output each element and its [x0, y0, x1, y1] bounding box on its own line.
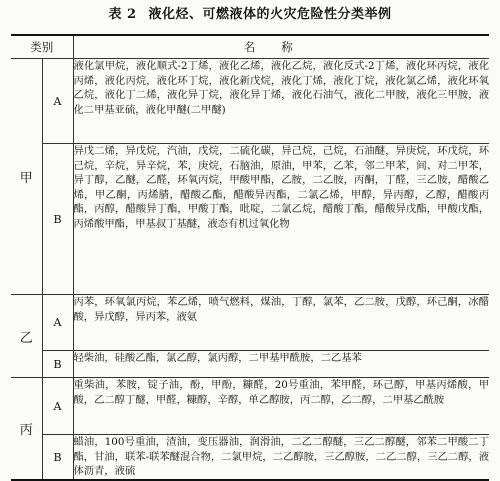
subclass-label: B: [42, 435, 73, 481]
table-title: [0, 3, 500, 22]
subclass-label: B: [42, 351, 73, 378]
substance-list: 轻柴油，硅酸乙酯，氯乙醇，氯丙醇，二甲基甲酰胺，二乙基苯: [73, 351, 489, 378]
table-row: [11, 59, 489, 144]
substance-list: 异戊二烯，异戊烷，汽油，戊烷，二硫化碳，异己烷，己烷，石油醚，异庚烷，环戊烷，环己烷，辛烷，异辛烷，苯，庚烷，石脑油，原油，甲苯，乙苯，邻二甲苯，间、对二甲苯，异丁醇，乙醚，乙醛，环氧丙烷，甲酸甲酯，乙胺，二乙胺，丙酮，丁醛，三乙胺，醋酸乙烯，甲乙酮，丙烯腈，醋酸乙酯，醋酸异丙酯，二氯乙烯，甲醇，异丙醇，乙醇，醋酸丙酯，丙醇，醋酸异丁酯，甲酸丁酯，吡啶，二氯乙烷，醋酸丁酯，醋酸异戊酯，甲酸戊酯，丙烯酸甲酯，甲基叔丁基醚，液态有机过氧化物: [73, 144, 489, 295]
table-caption: 液化烃、可燃液体的火灾危险性分类举例: [148, 7, 392, 22]
table-row: [11, 144, 489, 295]
header-category: 类别: [11, 35, 73, 59]
subclass-label: A: [42, 295, 73, 351]
subclass-label: A: [42, 378, 73, 435]
hazard-classification-table: [11, 34, 489, 481]
table-row: [11, 351, 489, 378]
class-yi-label: 乙: [11, 295, 42, 378]
substance-list: 蜡油，100号重油，渣油，变压器油，润滑油，二乙二醇醚，三乙二醇醚，邻苯二甲酸二丁酯，甘油，联苯-联苯醚混合物，二氯甲烷，二乙醇胺，三乙醇胺，二乙二醇，三乙二醇，液体沥青，液硫: [73, 435, 489, 481]
class-jia-label: 甲: [11, 59, 42, 295]
header-name: 名称: [73, 35, 489, 59]
table-row: [11, 378, 489, 435]
table-row: [11, 435, 489, 481]
class-bing-label: 丙: [11, 378, 42, 481]
table-row: [11, 295, 489, 351]
substance-list: 丙苯，环氧氯丙烷，苯乙烯，喷气燃料，煤油，丁醇，氯苯，乙二胺，戊醇，环己酮，冰醋酸，异戊醇，异丙苯，液氨: [73, 295, 489, 351]
substance-list: 液化氯甲烷，液化顺式-2丁烯，液化乙烯，液化乙烷，液化反式-2丁烯，液化环丙烷，液化丙烯，液化丙烷，液化环丁烷，液化新戊烷，液化丁烯，液化丁烷，液化氯乙烯，液化环氧乙烷，液化丁二烯，液化异丁烷，液化异丁烯，液化石油气，液化二甲胺，液化三甲胺，液化二甲基亚硫，液化甲醚(二甲醚): [73, 59, 489, 144]
table-number: 表 2: [108, 7, 137, 22]
substance-list: 重柴油，苯胺，锭子油，酚，甲酚，糠醛，20号重油，苯甲醛，环己醇，甲基丙烯酸，甲酸，乙二醇丁醚，甲醛，糠醇，辛醇，单乙醇胺，丙二醇，乙二醇，二甲基乙酰胺: [73, 378, 489, 435]
subclass-label: B: [42, 144, 73, 295]
header-row: [11, 35, 489, 59]
subclass-label: A: [42, 59, 73, 144]
